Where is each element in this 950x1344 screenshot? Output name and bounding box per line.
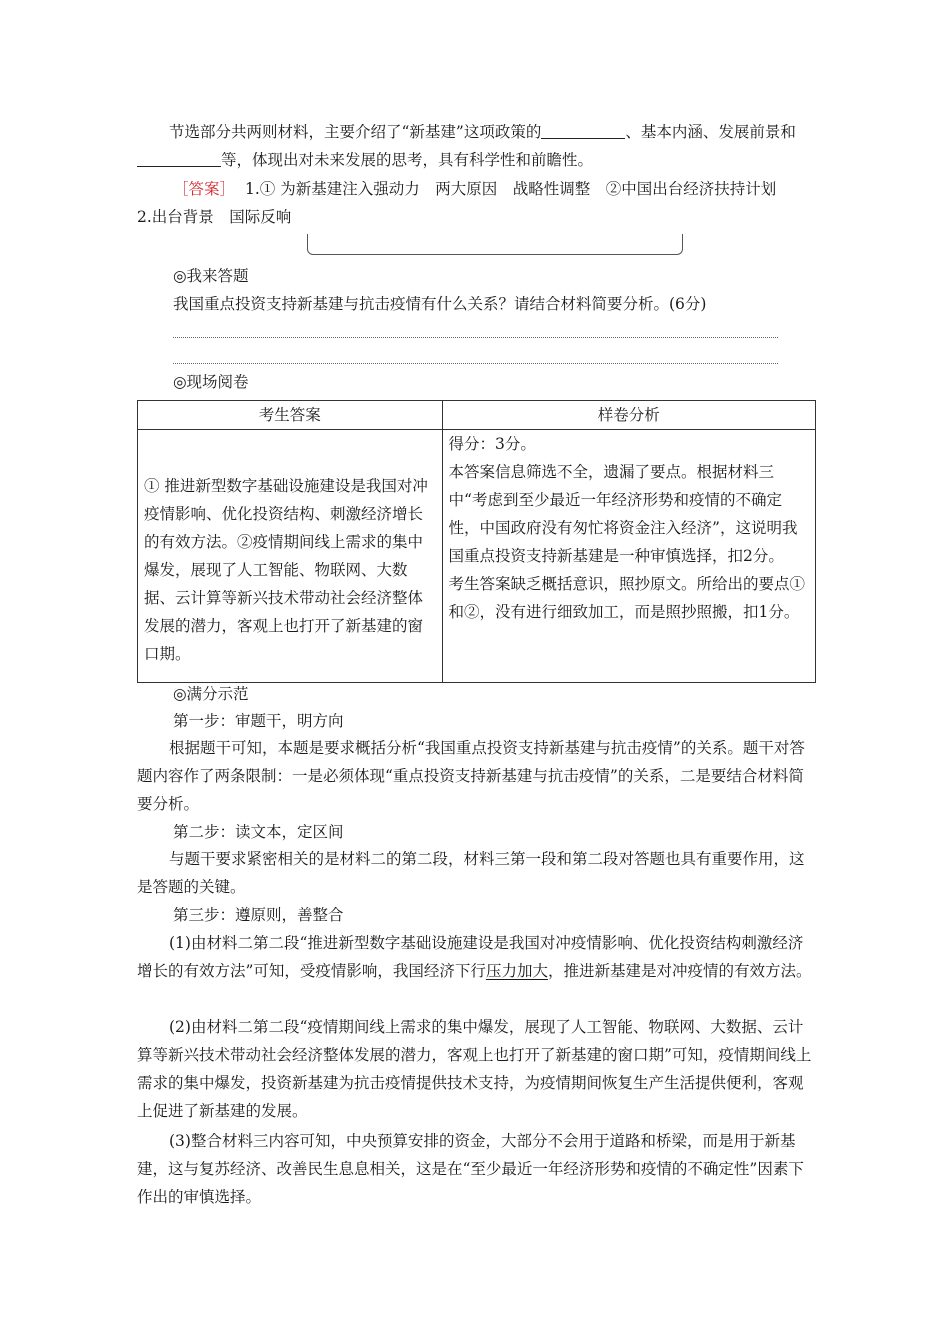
answer-tag: ［答案］ [173, 180, 236, 198]
intro-text-2: 、基本内涵、发展前景和 [625, 123, 796, 141]
question-text: 我国重点投资支持新基建与抗击疫情有什么关系？请结合材料简要分析。(6分) [173, 295, 707, 313]
grading-table [137, 400, 816, 683]
analysis-score: 得分：3分。 [448, 435, 536, 453]
intro-text-1: 节选部分共两则材料，主要介绍了“新基建”这项政策的 [169, 123, 542, 141]
item1-text-b: ，推进新基建是对冲疫情的有效方法。 [547, 962, 812, 980]
answer-dotted-line-1 [173, 337, 778, 338]
analysis-item-1 [137, 929, 817, 985]
analysis-item-2: (2)由材料二第二段“疫情期间线上需求的集中爆发，展现了人工智能、物联网、大数据、云计算等新兴技术带动社会经济整体发展的潜力，客观上也打开了新基建的窗口期”可知，疫情期间线上需求的集中爆发，投资新基建为抗击疫情提供技术支持，为疫情期间恢复生产生活提供便利，客观上促进了新基建的发展。 [137, 1018, 812, 1120]
step2-title: 第二步：读文本，定区间 [173, 823, 344, 841]
fill-blank-1 [541, 122, 625, 139]
student-answer-cell [138, 430, 443, 683]
analysis-cell [442, 430, 815, 683]
analysis-paragraph-1: 本答案信息筛选不全，遗漏了要点。根据材料三中“考虑到至少最近一年经济形势和疫情的不确定性，中国政府没有匆忙将资金注入经济”，这说明我国重点投资支持新基建是一种审慎选择，扣2分。 [448, 463, 798, 565]
divider-bracket [307, 234, 683, 255]
fill-blank-2 [137, 150, 221, 167]
step1-title: 第一步：审题干，明方向 [173, 712, 344, 730]
answer-line-1 [173, 175, 776, 203]
analysis-paragraph-2: 考生答案缺乏概括意识，照抄原文。所给出的要点①和②，没有进行细致加工，而是照抄照搬，扣1分。 [448, 575, 806, 621]
manfen-heading: ◎满分示范 [173, 685, 249, 703]
step1-body: 根据题干可知，本题是要求概括分析“我国重点投资支持新基建与抗击疫情”的关系。题干对答题内容作了两条限制：一是必须体现“重点投资支持新基建与抗击疫情”的关系，二是要结合材料简要分析。 [137, 739, 805, 813]
intro-paragraph [137, 118, 817, 174]
answer-text-1: 1.① 为新基建注入强动力 两大原因 战略性调整 ②中国出台经济扶持计划 [245, 180, 777, 198]
student-answer-text: ① 推进新型数字基础设施建设是我国对冲疫情影响、优化投资结构、刺激经济增长的有效方法。②疫情期间线上需求的集中爆发，展现了人工智能、物联网、大数据、云计算等新兴技术带动社会经济整体发展的潜力，客观上也打开了新基建的窗口期。 [144, 477, 428, 663]
table-row [138, 430, 816, 683]
answer-dotted-line-2 [173, 363, 778, 364]
col-header-analysis: 样卷分析 [442, 401, 815, 430]
xianchang-heading: ◎现场阅卷 [173, 373, 249, 391]
analysis-item-3: (3)整合材料三内容可知，中央预算安排的资金，大部分不会用于道路和桥梁，而是用于新基建，这与复苏经济、改善民生息息相关，这是在“至少最近一年经济形势和疫情的不确定性”因素下作出的审慎选择。 [137, 1132, 804, 1206]
intro-text-3: 等，体现出对未来发展的思考，具有科学性和前瞻性。 [221, 151, 594, 169]
wolai-heading: ◎我来答题 [173, 267, 249, 285]
item1-text-a: (1)由材料二第二段“推进新型数字基础设施建设是我国对冲疫情影响、优化投资结构刺激经济增长的有效方法”可知，受疫情影响，我国经济下行 [137, 934, 804, 980]
table-header-row [138, 401, 816, 430]
answer-line-2: 2.出台背景 国际反响 [137, 208, 292, 226]
step3-title: 第三步：遵原则，善整合 [173, 906, 344, 924]
col-header-student-answer: 考生答案 [138, 401, 443, 430]
step2-body: 与题干要求紧密相关的是材料二的第二段，材料三第一段和第二段对答题也具有重要作用，这是答题的关键。 [137, 850, 805, 896]
item1-underlined: 压力加大 [485, 962, 548, 980]
